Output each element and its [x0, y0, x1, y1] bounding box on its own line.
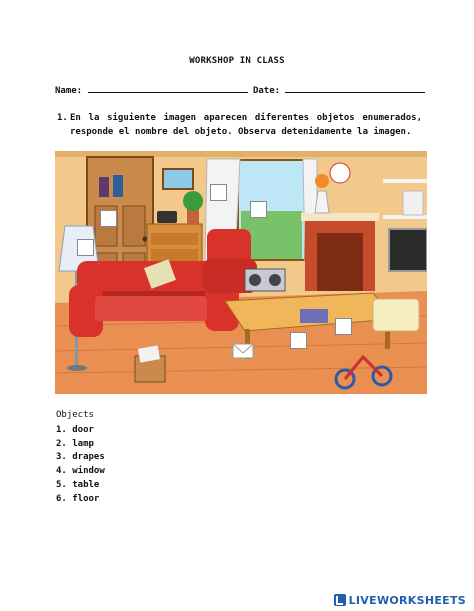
objects-heading: Objects	[56, 410, 94, 420]
list-item: 2. lamp	[56, 438, 94, 449]
list-item: 6. floor	[56, 493, 100, 504]
liveworksheets-logo	[334, 593, 466, 607]
logo-text: LIVEWORKSHEETS	[348, 593, 466, 607]
instruction	[57, 111, 422, 139]
answer-box-table[interactable]	[335, 318, 352, 335]
answer-box-lamp[interactable]	[77, 239, 94, 256]
list-item: 4. window	[56, 466, 105, 477]
list-item: 3. drapes	[56, 452, 105, 463]
answer-box-drapes[interactable]	[210, 184, 227, 201]
answer-box-window[interactable]	[250, 201, 267, 218]
date-blank[interactable]	[285, 84, 425, 93]
liveworksheets-logo-icon	[334, 594, 346, 606]
list-item: 5. table	[56, 479, 100, 490]
instruction-text: En la siguiente imagen aparecen diferentes objetos enumerados, responde el nombre del objeto. Observa detenidamente la imagen.	[70, 113, 422, 137]
worksheet-title: WORKSHOP IN CLASS	[189, 56, 285, 66]
name-label: Name:	[55, 86, 83, 96]
instruction-number: 1.	[57, 113, 68, 123]
list-item: 1. door	[56, 424, 94, 435]
living-room-illustration	[55, 151, 427, 394]
answer-box-floor[interactable]	[290, 332, 307, 349]
name-date-line	[55, 84, 425, 96]
answer-box-door[interactable]	[100, 210, 117, 227]
objects-list-section	[56, 409, 105, 507]
name-blank[interactable]	[88, 84, 248, 93]
objects-list	[56, 424, 105, 507]
date-label: Date:	[252, 86, 281, 96]
